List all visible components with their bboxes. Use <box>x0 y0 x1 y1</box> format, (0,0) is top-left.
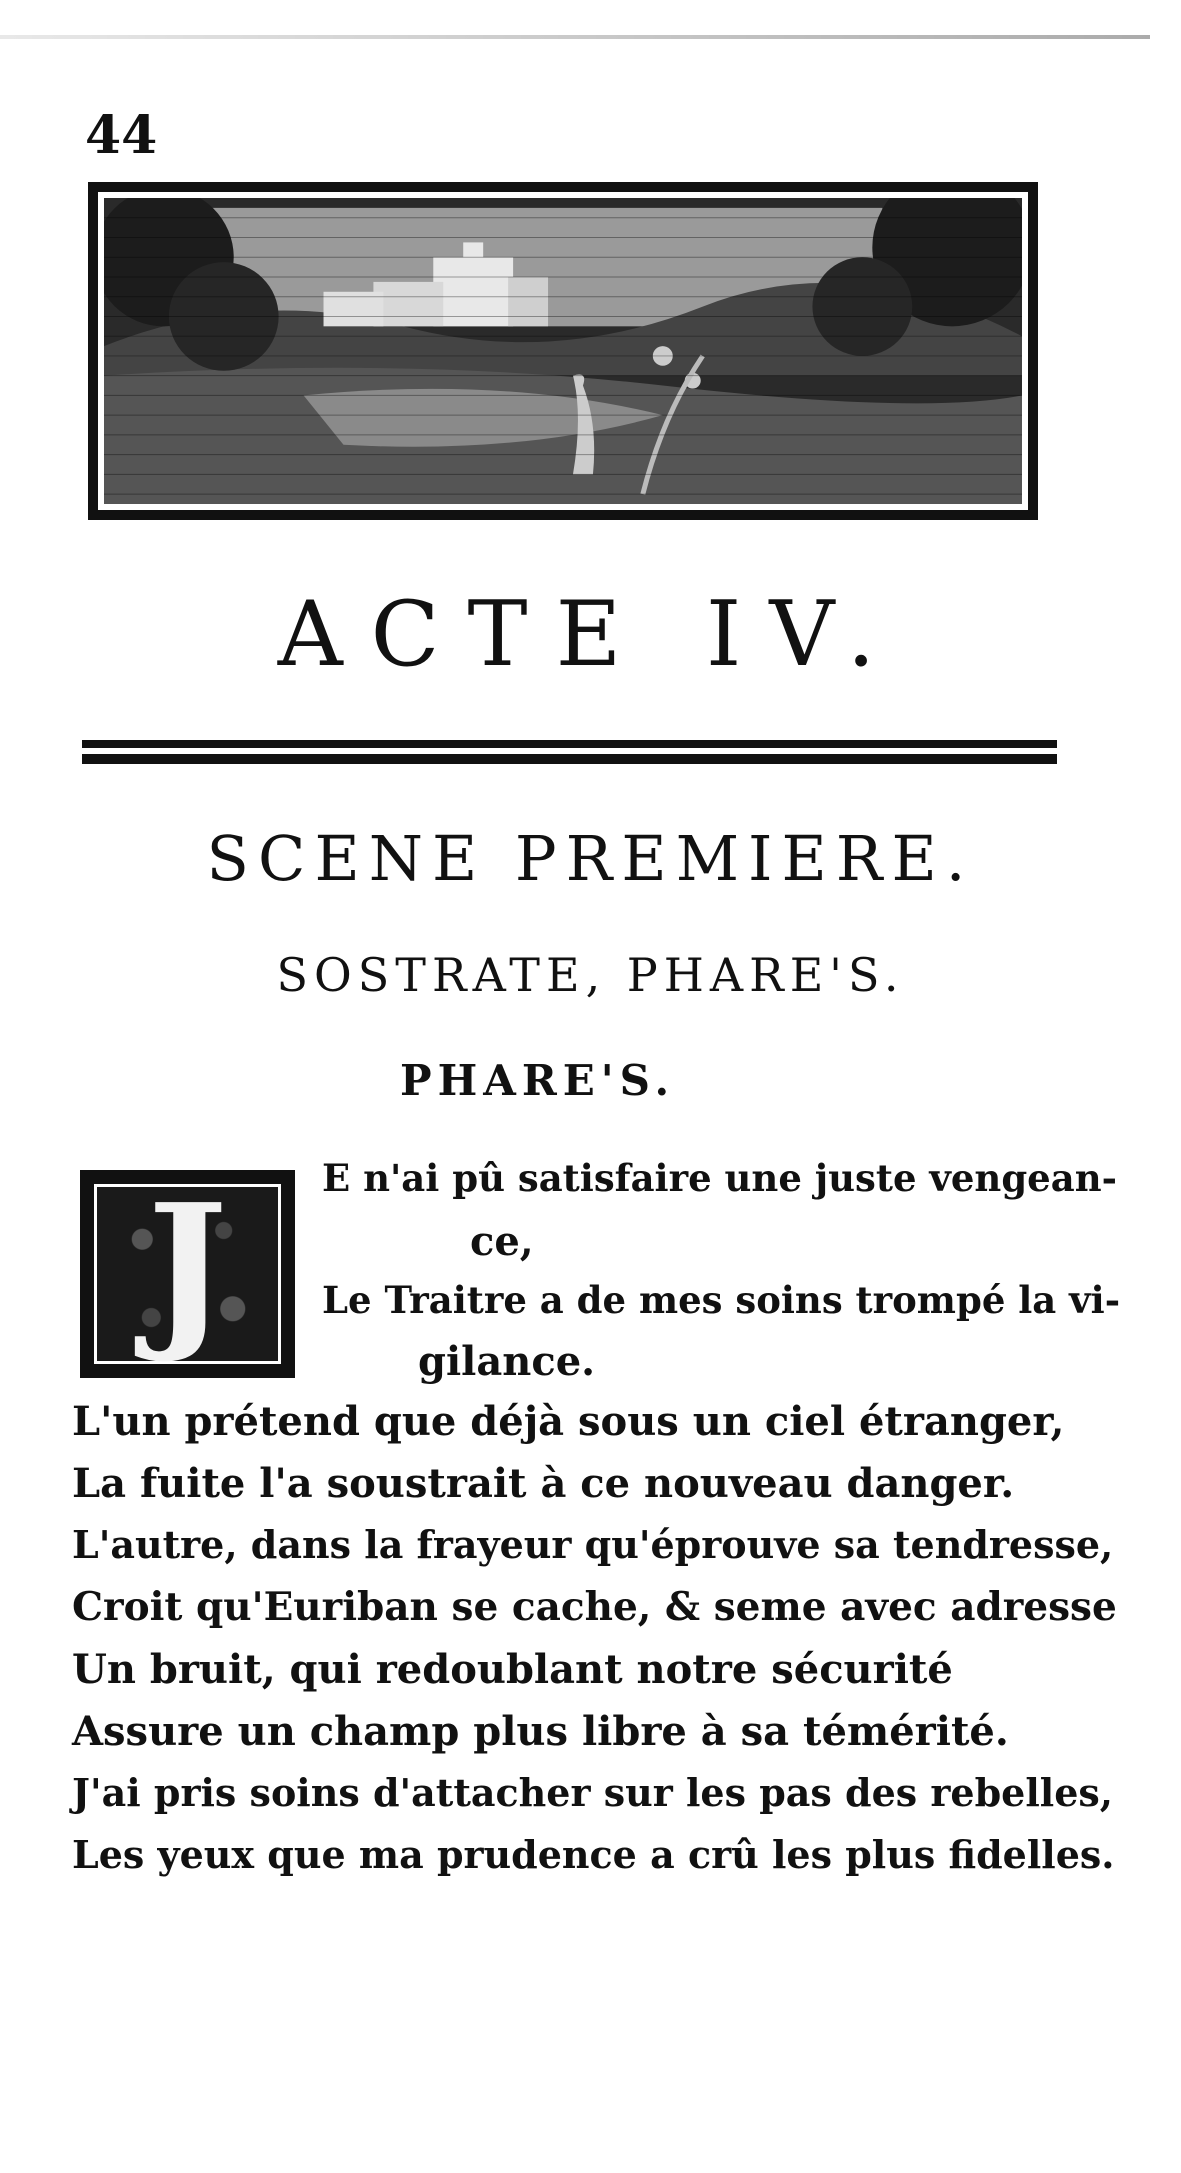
page-number: 44 <box>85 105 158 166</box>
verse-line-7: L'autre, dans la frayeur qu'éprouve sa tendresse, <box>72 1522 1114 1567</box>
rule-bar-upper <box>82 740 1057 748</box>
scene-characters: SOSTRATE, PHARE'S. <box>276 948 905 1002</box>
verse-line-2: ce, <box>470 1218 534 1265</box>
verse-line-11: J'ai pris soins d'attacher sur les pas des rebelles, <box>72 1770 1114 1815</box>
speaker-name: PHARE'S. <box>400 1056 676 1105</box>
vignette-engraving <box>104 198 1022 504</box>
verse-line-3: Le Traitre a de mes soins trompé la vi- <box>322 1278 1121 1322</box>
verse-line-8: Croit qu'Euriban se cache, & seme avec adresse <box>72 1584 1117 1630</box>
scene-title: SCENE PREMIERE. <box>206 822 975 895</box>
drop-cap-letter: J <box>147 1167 228 1367</box>
act-title: ACTE IV. <box>277 582 904 687</box>
verse-line-1: E n'ai pû satisfaire une juste vengean- <box>322 1156 1117 1200</box>
ornamental-initial-icon <box>80 1167 295 1378</box>
top-edge-rule <box>0 35 1150 39</box>
ornamental-double-rule <box>82 740 1057 766</box>
verse-line-9: Un bruit, qui redoublant notre sécurité <box>72 1646 953 1693</box>
landscape-vignette-icon <box>88 182 1038 520</box>
verse-line-6: La fuite l'a soustrait à ce nouveau danger. <box>72 1460 1015 1507</box>
verse-line-12: Les yeux que ma prudence a crû les plus fidelles. <box>72 1832 1115 1877</box>
verse-line-4: gilance. <box>418 1338 596 1385</box>
verse-line-5: L'un prétend que déjà sous un ciel étranger, <box>72 1398 1065 1445</box>
verse-line-10: Assure un champ plus libre à sa témérité. <box>72 1708 1009 1755</box>
rule-bar-lower <box>82 754 1057 764</box>
